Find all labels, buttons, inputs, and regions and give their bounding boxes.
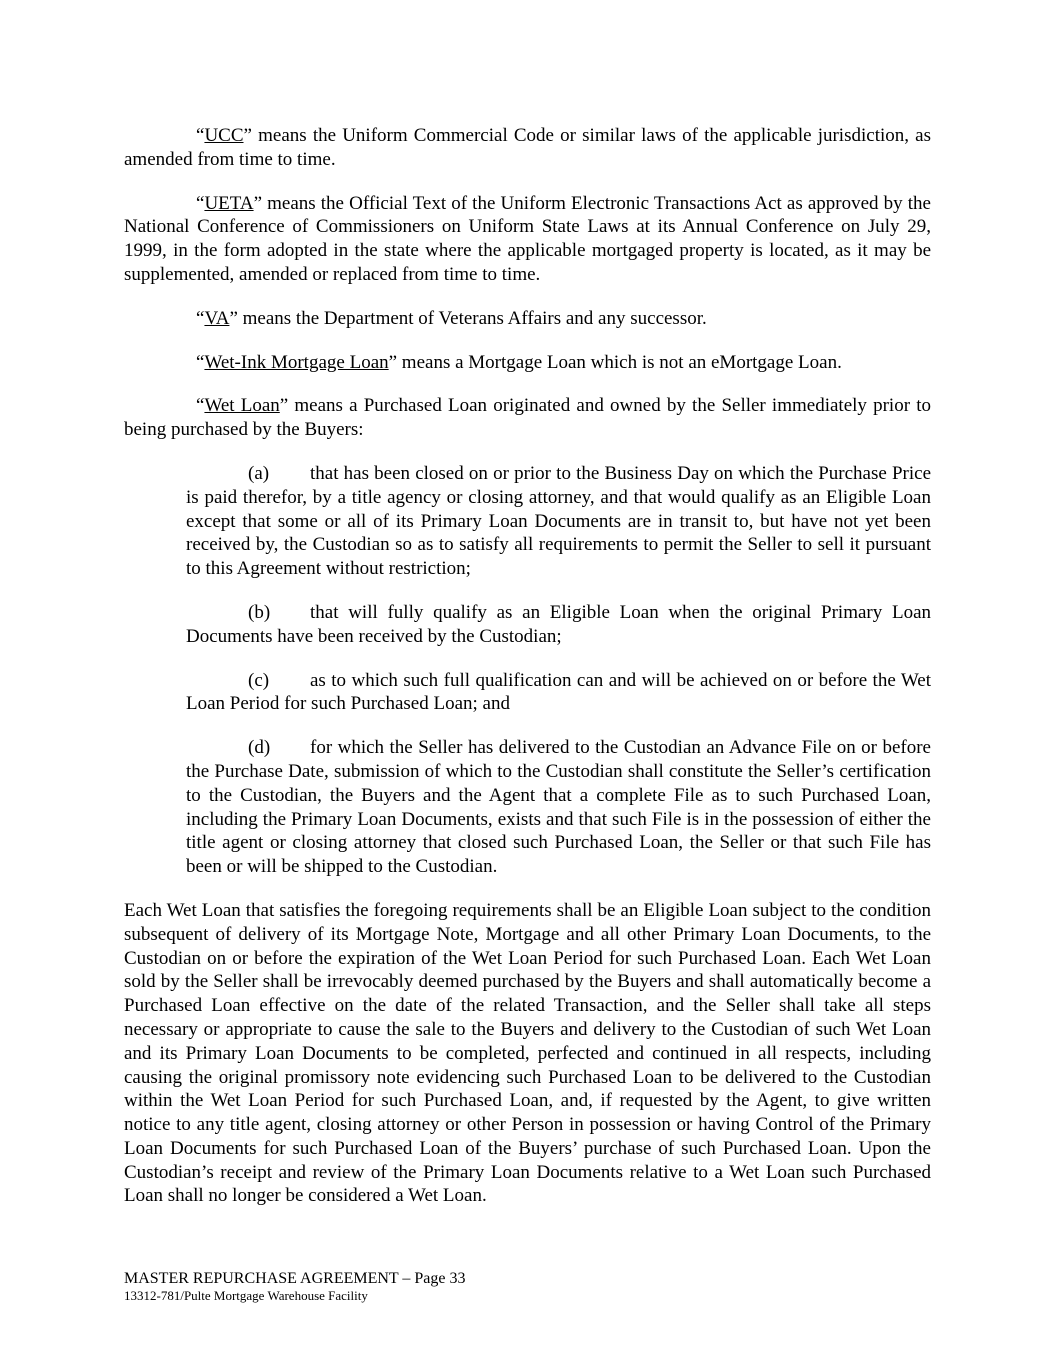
list-item-text: that will fully qualify as an Eligible Loan when the original Primary Loan Documents have been received by the Custodian;	[186, 601, 931, 647]
definition-ueta: “UETA” means the Official Text of the Uniform Electronic Transactions Act as approved by the National Conference of Commissioners on Uniform State Laws at its Annual Conference on July 29, 1999, in the form adopted in the state where the applicable mortgaged property is located, as it may be supplemented, amended or replaced from time to time.	[124, 192, 931, 285]
list-item-text: that has been closed on or prior to the Business Day on which the Purchase Price is paid therefor, by a title agency or closing attorney, and that would qualify as an Eligible Loan except that some or all of its Primary Loan Documents are in transit to, but have not yet been received by, the Custodian so as to satisfy all requirements to permit the Seller to sell it pursuant to this Agreement without restriction;	[186, 462, 931, 580]
list-item-c	[186, 669, 931, 717]
list-item-a	[186, 462, 931, 581]
list-item-label: (b)	[248, 601, 271, 623]
footer-reference: 13312-781/Pulte Mortgage Warehouse Facility	[124, 1288, 368, 1303]
list-item-label: (a)	[248, 462, 270, 484]
list-item-label: (d)	[248, 737, 271, 759]
list-item-b	[186, 601, 931, 649]
list-item-text: for which the Seller has delivered to the Custodian an Advance File on or before the Purchase Date, submission of which to the Custodian shall constitute the Seller’s certification to the Custodian, the Buyers and the Agent that a complete File as to such Purchased Loan, including the Primary Loan Documents, exists and that such File is in the possession of either the title agent or closing attorney that closed such Purchased Loan, the Seller or that such File has been or will be shipped to the Custodian.	[186, 737, 931, 878]
closing-paragraph: Each Wet Loan that satisfies the foregoing requirements shall be an Eligible Loan subject to the condition subsequent of delivery of its Mortgage Note, Mortgage and all other Primary Loan Documents, to the Custodian on or before the expiration of the Wet Loan Period for such Purchased Loan. Each Wet Loan sold by the Seller shall be irrevocably deemed purchased by the Buyers and shall automatically become a Purchased Loan effective on the date of the related Transaction, and the Seller shall take all steps necessary or appropriate to cause the sale to the Buyers and delivery to the Custodian of such Wet Loan and its Primary Loan Documents to be completed, perfected and continued in all respects, including causing the original promissory note evidencing such Purchased Loan to be delivered to the Custodian within the Wet Loan Period for such Purchased Loan, and, if requested by the Agent, to give written notice to any title agent, closing attorney or other Person in possession or having Control of the Primary Loan Documents for such Purchased Loan of the Buyers’ purchase of such Purchased Loan. Upon the Custodian’s receipt and review of the Primary Loan Documents relative to a Wet Loan such Purchased Loan shall no longer be considered a Wet Loan.	[124, 899, 931, 1207]
definition-va: “VA” means the Department of Veterans Affairs and any successor.	[196, 307, 707, 329]
defined-term: Wet Loan	[204, 395, 280, 417]
definition-text: ” means the Department of Veterans Affairs and any successor.	[229, 307, 707, 329]
definition-ucc: “UCC” means the Uniform Commercial Code or similar laws of the applicable jurisdiction, as amended from time to time.	[124, 125, 931, 170]
document-page	[124, 124, 931, 1208]
page-footer	[124, 1269, 931, 1303]
list-item-text: as to which such full qualification can and will be achieved on or before the Wet Loan Period for such Purchased Loan; and	[186, 669, 931, 715]
definition-text: ” means the Official Text of the Uniform Electronic Transactions Act as approved by the National Conference of Commissioners on Uniform State Laws at its Annual Conference on July 29, 1999, in the form adopted in the state where the applicable mortgaged property is located, as it may be supplemented, amended or replaced from time to time.	[124, 192, 931, 285]
definition-wet-loan: “Wet Loan” means a Purchased Loan originated and owned by the Seller immediately prior to being purchased by the Buyers:	[124, 395, 931, 441]
definition-text: ” means a Purchased Loan originated and owned by the Seller immediately prior to being purchased by the Buyers:	[124, 395, 931, 441]
list-item-d	[186, 736, 931, 879]
defined-term: UCC	[204, 125, 244, 146]
defined-term: Wet-Ink Mortgage Loan	[204, 351, 389, 373]
definition-text: ” means a Mortgage Loan which is not an eMortgage Loan.	[388, 351, 842, 373]
defined-term: UETA	[204, 192, 254, 214]
definition-text: ” means the Uniform Commercial Code or similar laws of the applicable jurisdiction, as amended from time to time.	[124, 125, 931, 170]
definition-wet-ink-mortgage-loan: “Wet-Ink Mortgage Loan” means a Mortgage Loan which is not an eMortgage Loan.	[196, 351, 842, 373]
list-item-label: (c)	[248, 669, 270, 691]
defined-term: VA	[204, 307, 230, 329]
footer-title: MASTER REPURCHASE AGREEMENT – Page 33	[124, 1270, 466, 1287]
